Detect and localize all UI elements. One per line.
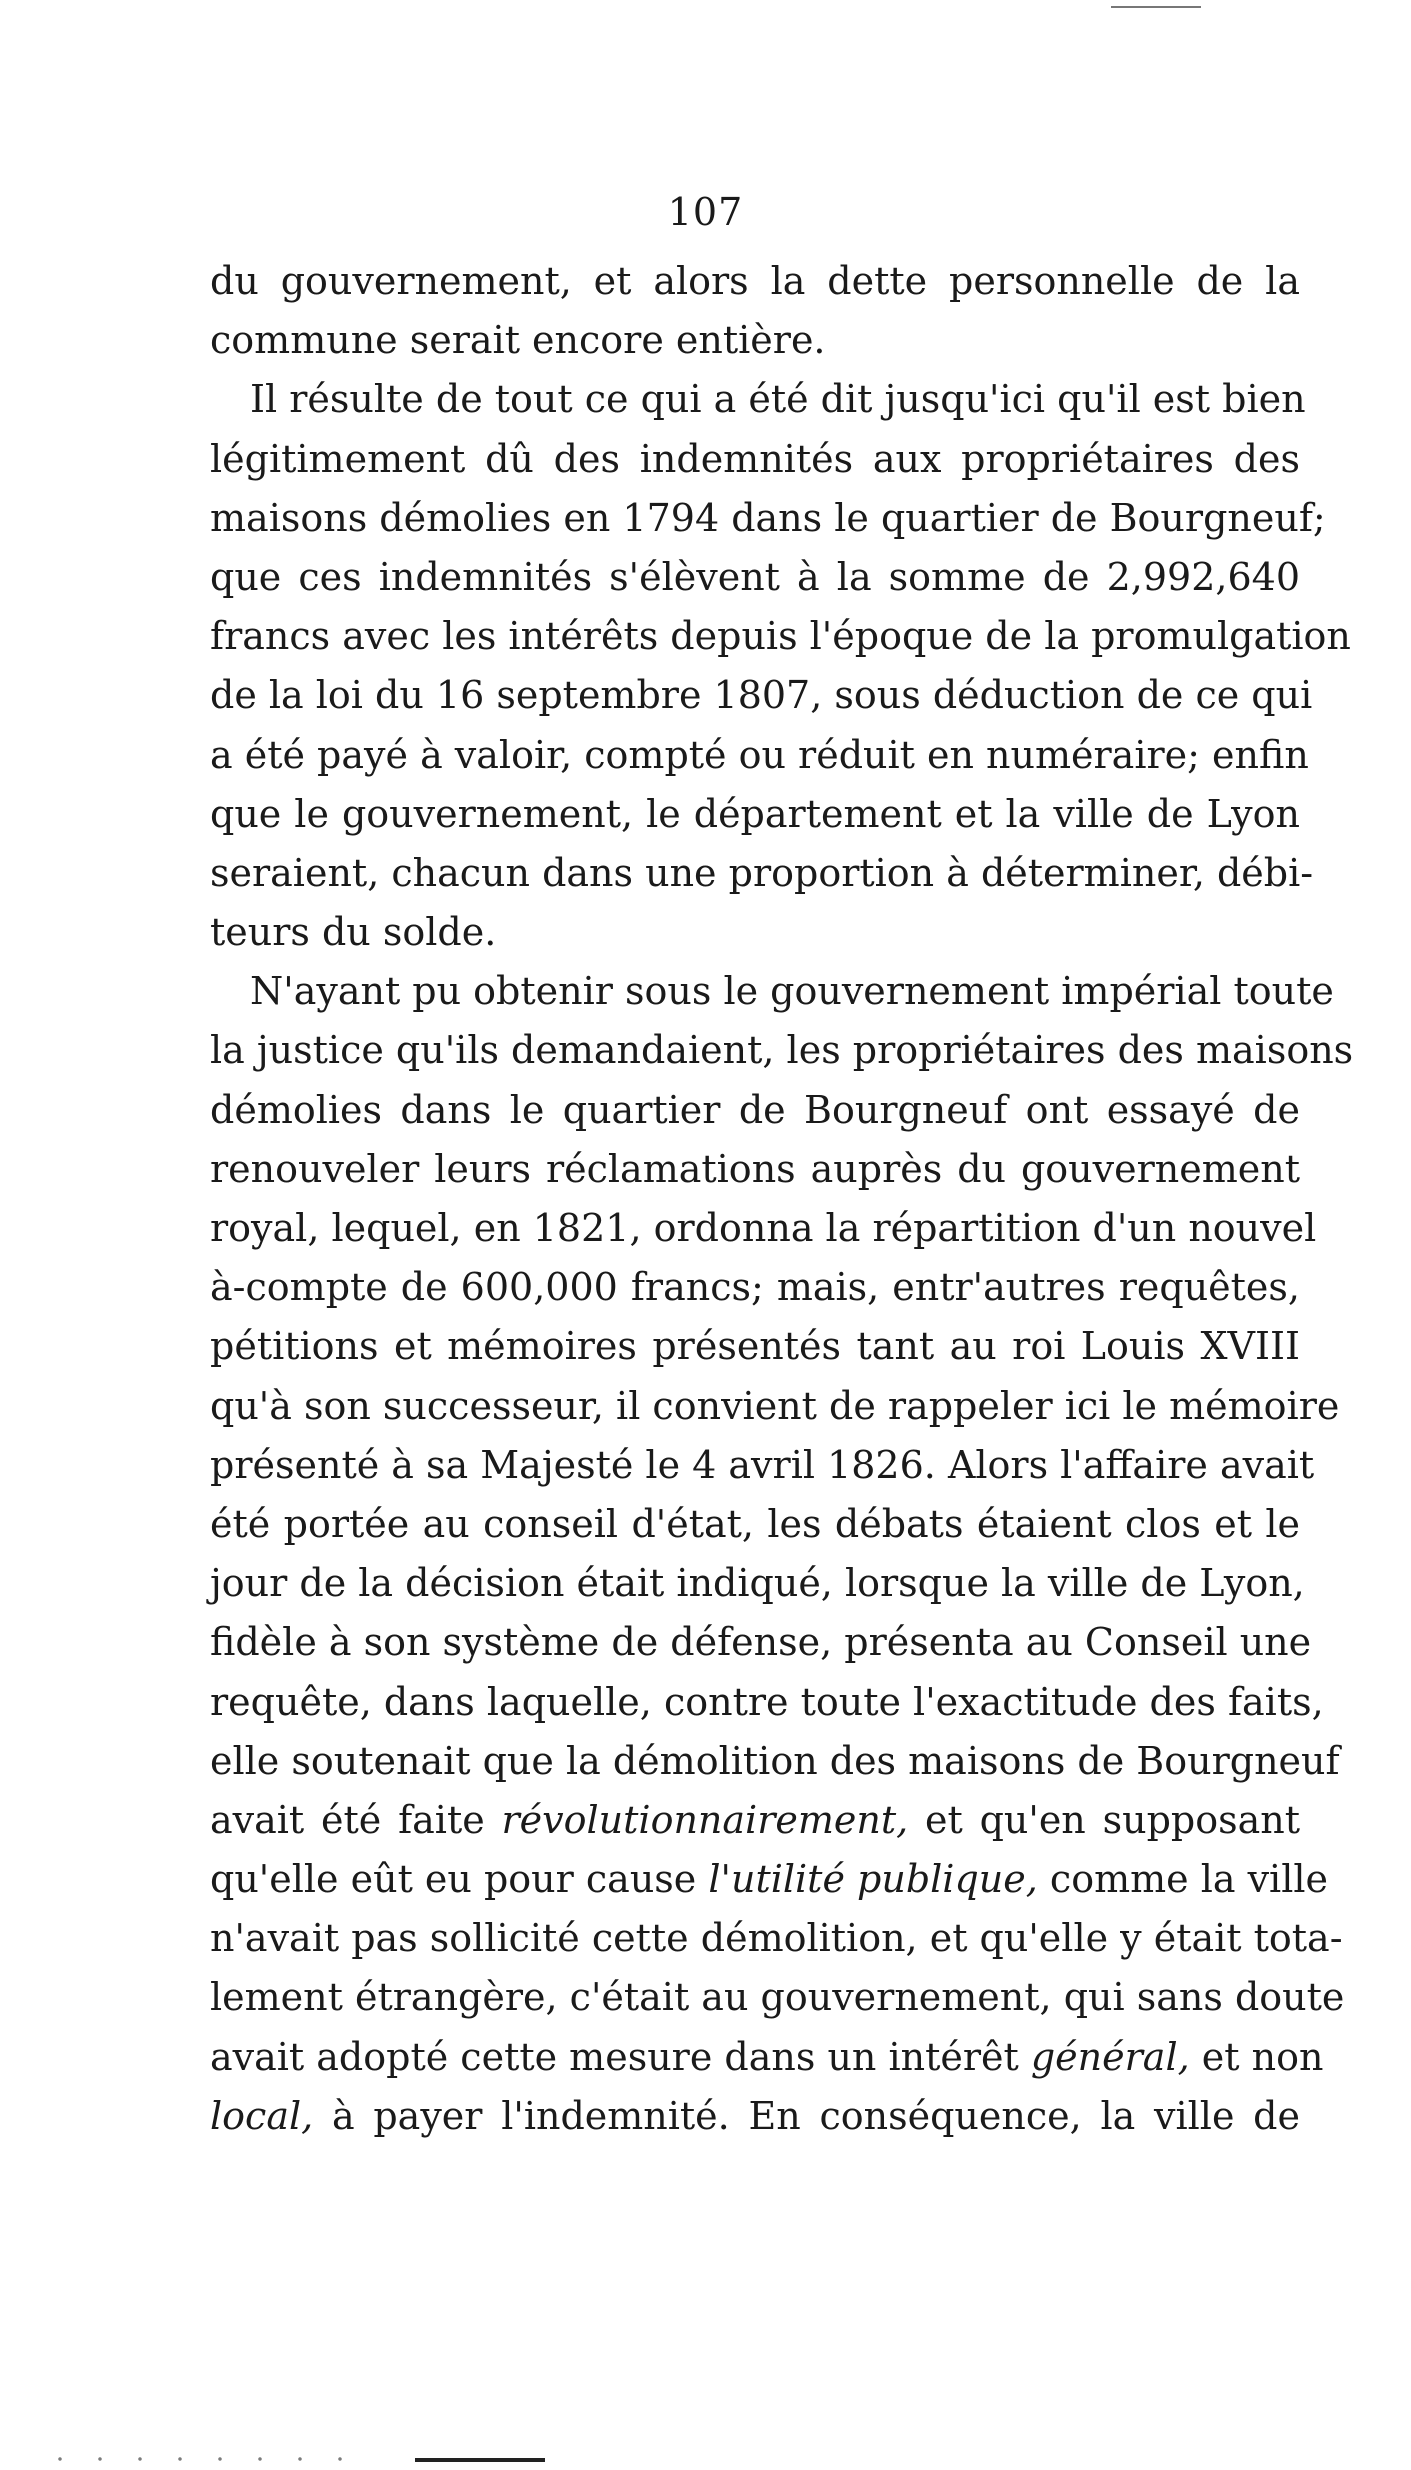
text-line: n'avait pas sollicité cette démolition, et qu'elle y était tota-: [210, 1916, 1343, 1961]
italic-term: général,: [1030, 2034, 1190, 2079]
bottom-edge-mark: [415, 2458, 545, 2462]
text-segment: comme la ville: [1037, 1857, 1329, 1902]
text-line: commune serait encore entière.: [210, 318, 826, 363]
text-line: royal, lequel, en 1821, ordonna la répartition d'un nouvel: [210, 1206, 1317, 1250]
text-line: démolies dans le quartier de Bourgneuf ont essayé de: [210, 1087, 1300, 1132]
text-segment: avait adopté cette mesure dans un intérêt: [210, 2034, 1031, 2079]
scan-specks: [40, 2456, 370, 2462]
text-line: francs avec les intérêts depuis l'époque de la promulgation: [210, 614, 1351, 659]
text-line-with-italic: [210, 1850, 1329, 1909]
text-line: que ces indemnités s'élèvent à la somme de 2,992,640: [210, 554, 1300, 599]
text-line: que le gouvernement, le département et la ville de Lyon: [210, 791, 1300, 836]
text-line: fidèle à son système de défense, présenta au Conseil une: [210, 1620, 1312, 1665]
text-segment: avait été faite: [210, 1797, 502, 1842]
italic-term: l'utilité publique,: [708, 1857, 1038, 1902]
text-line-with-italic: [210, 1791, 1300, 1850]
text-line: seraient, chacun dans une proportion à déterminer, débi-: [210, 850, 1314, 895]
italic-term: révolutionnairement,: [501, 1797, 909, 1842]
text-line: pétitions et mémoires présentés tant au roi Louis XVIII: [210, 1324, 1300, 1369]
text-line: de la loi du 16 septembre 1807, sous déduction de ce qui: [210, 673, 1313, 718]
text-line: à-compte de 600,000 francs; mais, entr'autres requêtes,: [210, 1265, 1300, 1310]
text-line: maisons démolies en 1794 dans le quartier de Bourgneuf;: [210, 495, 1326, 540]
text-segment: qu'elle eût eu pour cause: [210, 1857, 709, 1902]
body-text: [210, 252, 1354, 2146]
text-line: du gouvernement, et alors la dette personnelle de la: [210, 259, 1300, 303]
text-line: renouveler leurs réclamations auprès du gouvernement: [210, 1146, 1300, 1191]
text-segment: à payer l'indemnité. En conséquence, la ville de: [313, 2093, 1300, 2138]
text-line: requête, dans laquelle, contre toute l'exactitude des faits,: [210, 1679, 1324, 1724]
page-number: 107: [667, 190, 744, 234]
text-line: qu'à son successeur, il convient de rappeler ici le mémoire: [210, 1383, 1340, 1428]
italic-term: local,: [210, 2093, 314, 2138]
text-line: été portée au conseil d'état, les débats étaient clos et le: [210, 1501, 1300, 1546]
text-line: a été payé à valoir, compté ou réduit en numéraire; enfin: [210, 732, 1309, 777]
text-line: présenté à sa Majesté le 4 avril 1826. Alors l'affaire avait: [210, 1442, 1315, 1487]
paragraph-start-line: Il résulte de tout ce qui a été dit jusqu'ici qu'il est bien: [250, 377, 1306, 422]
text-line: lement étrangère, c'était au gouvernement, qui sans doute: [210, 1975, 1345, 2020]
text-line-with-italic: [210, 2087, 1300, 2146]
text-line: teurs du solde.: [210, 910, 497, 955]
text-line-with-italic: [210, 2028, 1324, 2087]
paragraph-start-line: N'ayant pu obtenir sous le gouvernement impérial toute: [250, 969, 1334, 1014]
text-line: la justice qu'ils demandaient, les propriétaires des maisons: [210, 1028, 1354, 1073]
text-line: légitimement dû des indemnités aux propriétaires des: [210, 436, 1300, 481]
top-edge-mark: [1111, 6, 1201, 8]
text-line: jour de la décision était indiqué, lorsque la ville de Lyon,: [210, 1561, 1305, 1606]
text-segment: et non: [1189, 2034, 1324, 2079]
text-line: elle soutenait que la démolition des maisons de Bourgneuf: [210, 1738, 1340, 1783]
text-segment: et qu'en supposant: [908, 1797, 1300, 1842]
